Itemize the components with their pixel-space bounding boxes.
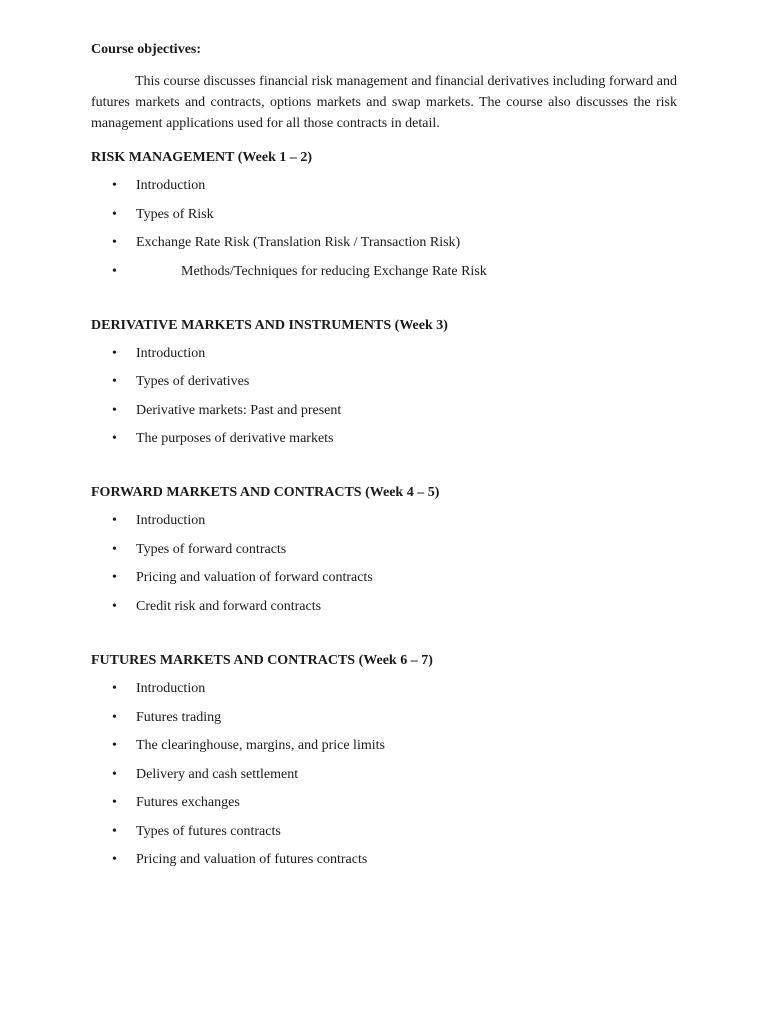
bullet-icon: •: [112, 235, 117, 250]
bullet-icon: •: [112, 795, 117, 810]
bullet-icon: •: [112, 738, 117, 753]
bullet-icon: •: [112, 178, 117, 193]
section-heading-forward-markets: FORWARD MARKETS AND CONTRACTS (Week 4 – 5): [91, 485, 440, 500]
course-objectives-paragraph: This course discusses financial risk management and financial derivatives including forward and futures markets and contracts, options markets and swap markets. The course also discusses the risk management applications used for all those contracts in detail.: [91, 74, 677, 131]
section-heading-futures-markets: FUTURES MARKETS AND CONTRACTS (Week 6 – 7): [91, 653, 433, 668]
bullet-icon: •: [112, 852, 117, 867]
list-item-text: Pricing and valuation of futures contracts: [136, 852, 368, 867]
list-item-text: Introduction: [136, 178, 206, 193]
bullet-icon: •: [112, 767, 117, 782]
list-item-text: Derivative markets: Past and present: [136, 403, 342, 418]
bullet-icon: •: [112, 403, 117, 418]
bullet-icon: •: [112, 681, 117, 696]
bullet-icon: •: [112, 570, 117, 585]
bullet-icon: •: [112, 542, 117, 557]
bullet-icon: •: [112, 710, 117, 725]
bullet-icon: •: [112, 264, 117, 279]
list-item-text: Types of forward contracts: [136, 542, 287, 557]
bullet-icon: •: [112, 599, 117, 614]
list-item-text: Pricing and valuation of forward contracts: [136, 570, 373, 585]
list-item-text: Introduction: [136, 681, 206, 696]
section-heading-risk-management: RISK MANAGEMENT (Week 1 – 2): [91, 150, 313, 165]
list-item-text: Exchange Rate Risk (Translation Risk / Transaction Risk): [136, 235, 461, 250]
bullet-icon: •: [112, 346, 117, 361]
list-item-text: Futures trading: [136, 710, 222, 725]
bullet-icon: •: [112, 513, 117, 528]
list-item-text: The clearinghouse, margins, and price limits: [136, 738, 385, 753]
list-item-text: Introduction: [136, 346, 206, 361]
bullet-icon: •: [112, 431, 117, 446]
list-item-text: Methods/Techniques for reducing Exchange Rate Risk: [181, 264, 487, 279]
bullet-icon: •: [112, 824, 117, 839]
list-item-text: Types of futures contracts: [136, 824, 281, 839]
list-item-text: The purposes of derivative markets: [136, 431, 334, 446]
list-item-text: Delivery and cash settlement: [136, 767, 299, 782]
list-item-text: Introduction: [136, 513, 206, 528]
bullet-icon: •: [112, 374, 117, 389]
list-item-text: Futures exchanges: [136, 795, 240, 810]
section-heading-derivative-markets: DERIVATIVE MARKETS AND INSTRUMENTS (Week 3): [91, 318, 448, 333]
list-item-text: Types of derivatives: [136, 374, 250, 389]
course-objectives-heading: Course objectives:: [91, 42, 202, 57]
list-item-text: Credit risk and forward contracts: [136, 599, 322, 614]
bullet-icon: •: [112, 207, 117, 222]
list-item-text: Types of Risk: [136, 207, 214, 222]
